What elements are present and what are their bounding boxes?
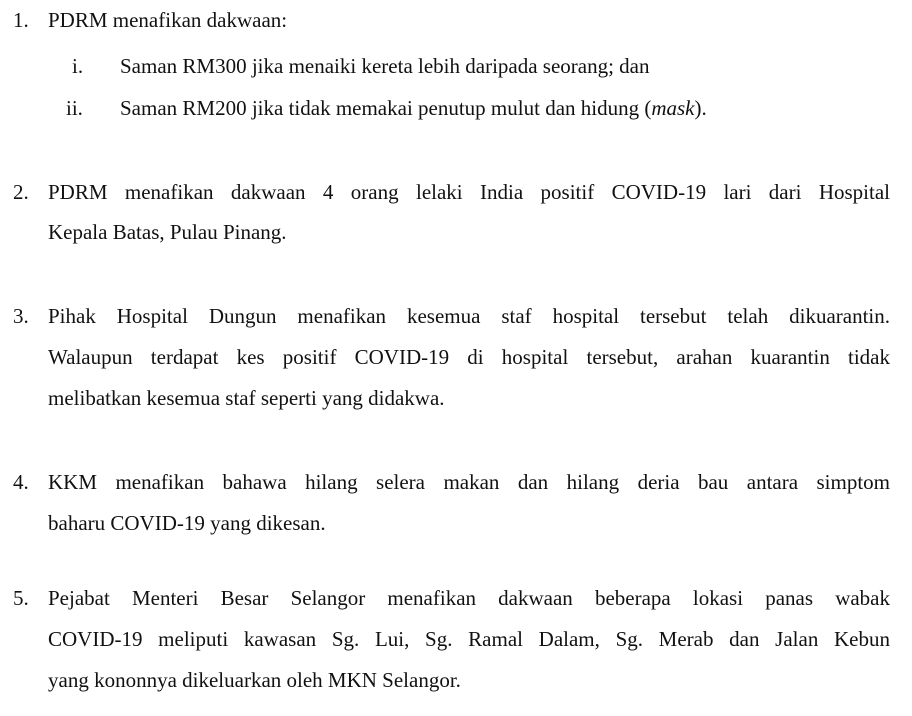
- list-number: 3.: [13, 304, 29, 328]
- sub-item-text: Saman RM300 jika menaiki kereta lebih daripada seorang; dan: [120, 54, 650, 78]
- list-item-line: Pihak Hospital Dungun menafikan kesemua staf hospital tersebut telah dikuarantin.: [48, 304, 890, 328]
- list-number: 4.: [13, 470, 29, 494]
- list-item-line: KKM menafikan bahawa hilang selera makan dan hilang deria bau antara simptom: [48, 470, 890, 494]
- roman-numeral: i.: [72, 54, 84, 78]
- list-item-line: COVID-19 meliputi kawasan Sg. Lui, Sg. Ramal Dalam, Sg. Merab dan Jalan Kebun: [48, 627, 890, 651]
- list-item-line: Pejabat Menteri Besar Selangor menafikan dakwaan beberapa lokasi panas wabak: [48, 586, 890, 610]
- list-item-line: baharu COVID-19 yang dikesan.: [48, 511, 326, 535]
- list-item-line: melibatkan kesemua staf seperti yang didakwa.: [48, 386, 445, 410]
- sub-item-text: [120, 96, 707, 120]
- sub-item-text-part: Saman RM200 jika tidak memakai penutup mulut dan hidung (: [120, 96, 652, 120]
- list-number: 1.: [13, 8, 29, 32]
- list-number: 2.: [13, 180, 29, 204]
- list-item-line: Walaupun terdapat kes positif COVID-19 di hospital tersebut, arahan kuarantin tidak: [48, 345, 890, 369]
- list-number: 5.: [13, 586, 29, 610]
- list-item-line: yang kononnya dikeluarkan oleh MKN Selangor.: [48, 668, 461, 692]
- roman-numeral: ii.: [66, 96, 83, 120]
- list-item-line: Kepala Batas, Pulau Pinang.: [48, 220, 287, 244]
- sub-item-text-part: ).: [694, 96, 707, 120]
- list-item-line: PDRM menafikan dakwaan 4 orang lelaki India positif COVID-19 lari dari Hospital: [48, 180, 890, 204]
- list-item-text: PDRM menafikan dakwaan:: [48, 8, 288, 32]
- sub-item-text-italic: mask: [651, 96, 695, 120]
